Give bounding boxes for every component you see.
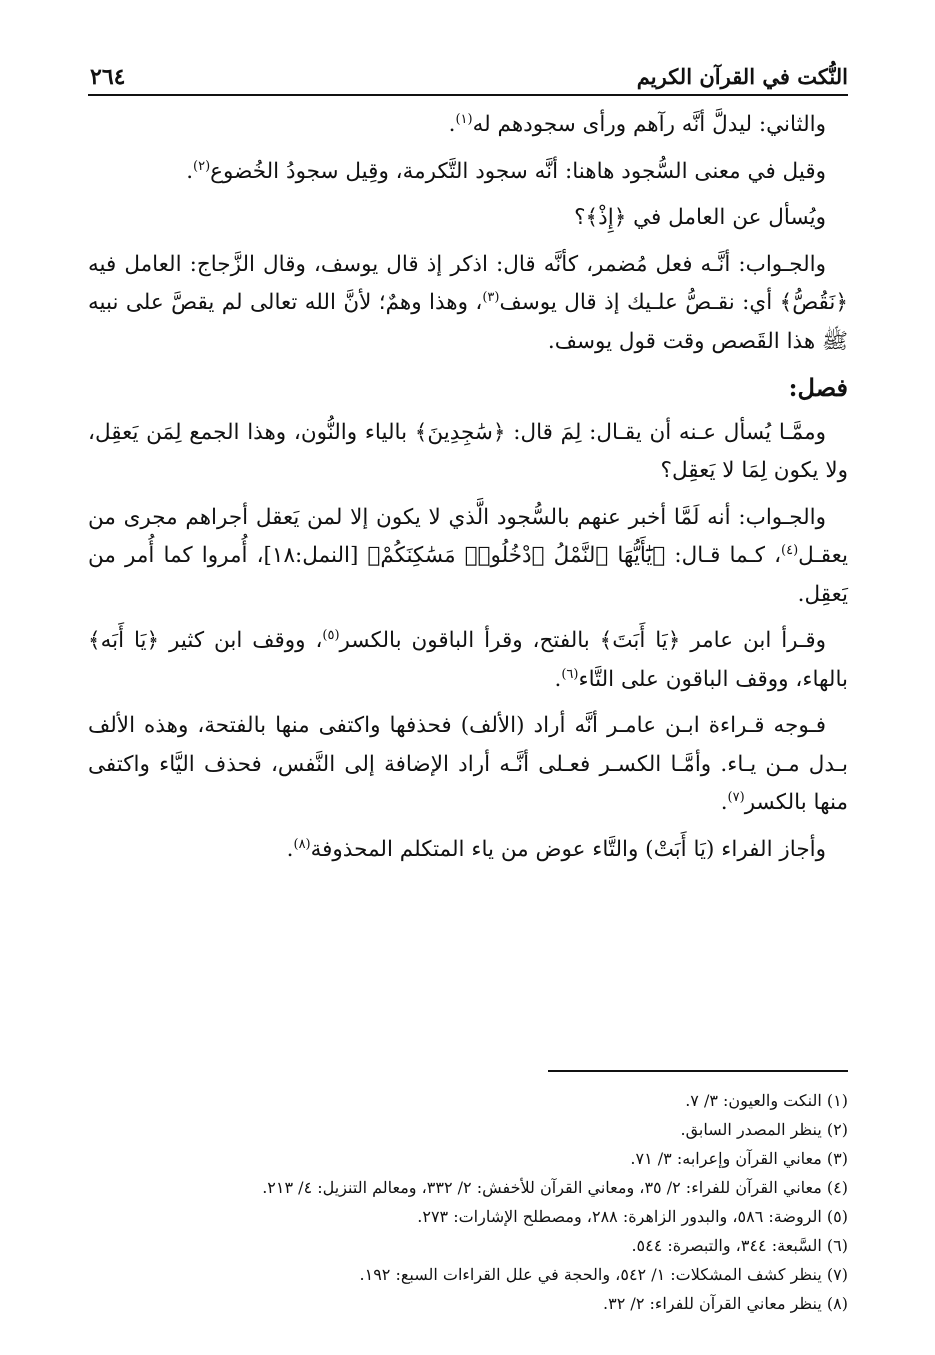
footnote-divider (548, 1070, 848, 1072)
footnote-ref[interactable]: (٢) (193, 158, 211, 174)
paragraph-end: . (720, 790, 728, 815)
paragraph-text: ويُسأل عن العامل في ﴿إِذْ﴾؟ (574, 205, 826, 230)
footnote-ref[interactable]: (٦) (561, 666, 579, 682)
paragraph-text: ، ووقف ابن كثير ﴿يَا أَبَه﴾ بالهاء، ووقف الباقون على التَّاء (88, 628, 848, 692)
footnote-ref[interactable]: (٤) (781, 542, 799, 558)
paragraph-end: . (448, 112, 456, 137)
running-title: النُّكت في القرآن الكريم (636, 64, 848, 89)
book-page (88, 48, 848, 1328)
paragraph-5 (88, 414, 848, 491)
paragraph-end: . (286, 836, 294, 862)
paragraph-text: وممَّـا يُسأل عـنه أن يقـال: لِمَ قال: ﴿سَٰجِدِينَ﴾ بالياء والنُّون، وهذا الجمع لِمَن يَعقِل، ولا يكون لِمَا لا يَعقِل؟ (88, 419, 848, 483)
paragraph-text: والجـواب: أنَّـه فعل مُضمر، كأنَّه قال: اذكر إذ قال يوسف، وقال الزَّجاج: العامل فيه ﴿نَقُصُّ﴾ أي: نقـصُّ علـيك إذ قال يوسف (88, 251, 848, 315)
footnote-ref[interactable]: (٧) (727, 789, 745, 805)
footnote-item: (٢) ينظر المصدر السابق. (680, 1120, 848, 1139)
footnote-item: (٥) الروضة: ٥٨٦، والبدور الزاهرة: ٢٨٨، ومصطلح الإشارات: ٢٧٣. (417, 1207, 848, 1226)
paragraph-8 (88, 707, 848, 823)
page-header (88, 58, 848, 96)
footnote-ref[interactable]: (٥) (322, 627, 340, 643)
footnote-item: (٧) ينظر كشف المشكلات: ١/ ٥٤٢، والحجة في علل القراءات السبع: ١٩٢. (359, 1265, 848, 1284)
paragraph-end: . (554, 666, 562, 692)
footnote-item: (٦) السَّبعة: ٣٤٤، والتبصرة: ٥٤٤. (631, 1236, 848, 1255)
paragraph-6 (88, 499, 848, 615)
footnote-item: (١) النكت والعيون: ٣/ ٧. (685, 1091, 848, 1110)
paragraph-end: . (186, 158, 194, 184)
footnote-item: (٤) معاني القرآن للفراء: ٢/ ٣٥، ومعاني القرآن للأخفش: ٢/ ٣٣٢، ومعالم التنزيل: ٤/ ٢١٣. (262, 1178, 848, 1197)
paragraph-text: وقيل في معنى السُّجود هاهنا: أنَّه سجود التَّكرمة، وقِيل سجودُ الخُضوع (210, 158, 826, 184)
paragraph-text: والثاني: ليدلَّ أنَّه رآهم ورأى سجودهم له (472, 112, 826, 137)
footnote-item: (٣) معاني القرآن وإعرابه: ٣/ ٧١. (630, 1149, 848, 1168)
paragraph-7 (88, 622, 848, 699)
paragraph-3 (88, 199, 848, 238)
paragraph-1 (88, 106, 848, 145)
paragraph-text: فـوجه قـراءة ابـن عامـر أنَّه أراد (الألف) فحذفها واكتفى منها بالفتحة، وهذه الألف بـدل مـن يـاء. وأمَّـا الكسـر فعـلى أنَّـه أراد الإضافة إلى النَّفس، فحذف اليَّاء واكتفى منها بالكسر (88, 713, 848, 815)
paragraph-text: وقـرأ ابن عامر ﴿يَا أَبَتَ﴾ بالفتح، وقرأ الباقون بالكسر (339, 628, 826, 653)
footnote-ref[interactable]: (١) (455, 111, 473, 127)
footnotes (88, 1086, 848, 1318)
footnote-ref[interactable]: (٣) (482, 289, 500, 305)
paragraph-9 (88, 831, 848, 870)
section-title: فصل: (788, 373, 848, 402)
paragraph-text: ، كـما قـال: ﴿يَٰٓأَيُّهَا ٱلنَّمْلُ ٱدْخُلُوا۟ مَسَٰكِنَكُمْ﴾ [النمل:١٨]، أُمروا كما أُمر من يَعقِل. (88, 543, 848, 607)
paragraph-text: والجـواب: أنه لَمَّا أخبر عنهم بالسُّجود الَّذي لا يكون إلا لمن يَعقل أجراهم مجرى من يعقـل (88, 504, 848, 568)
paragraph-text: وأجاز الفراء (يَا أَبَتْ) والتَّاء عوض من ياء المتكلم المحذوفة (310, 836, 826, 862)
footnote-item: (٨) ينظر معاني القرآن للفراء: ٢/ ٣٢. (603, 1294, 848, 1313)
paragraph-4 (88, 246, 848, 362)
page-number: ٢٦٤ (90, 64, 126, 90)
paragraph-text: ، وهذا وهمٌ؛ لأنَّ الله تعالى لم يقصَّ على نبيه ﷺ هذا القَصص وقت قول يوسف. (88, 290, 848, 354)
main-text (88, 106, 848, 877)
footnote-ref[interactable]: (٨) (293, 836, 311, 852)
paragraph-2 (88, 153, 848, 192)
